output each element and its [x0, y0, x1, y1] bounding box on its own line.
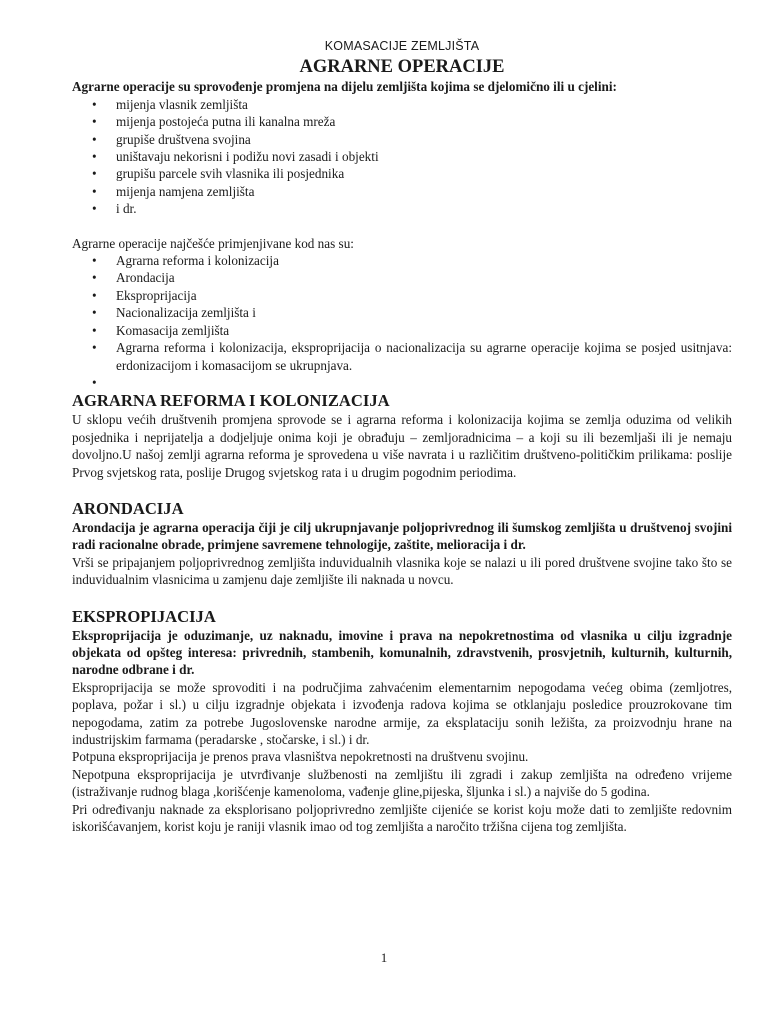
- document-header: KOMASACIJE ZEMLJIŠTA: [324, 39, 480, 53]
- section-paragraph-3: Nepotpuna eksproprijacija je utvrđivanje službenosti na zemljištu ili zgradi i zakup zemljišta na određeno vrijeme (istraživanje rudnog blaga ,korišćenje kamenoloma, vađenje gline,pijeska, šljunka i sl.) a najviše do 5 godina.: [72, 766, 732, 800]
- document-page: [72, 38, 732, 835]
- section-title-eksproprijacija: EKSPROPIJACIJA: [72, 606, 216, 626]
- section-definition-arondacija: Arondacija je agrarna operacija čiji je cilj ukrupnjavanje poljoprivrednog ili šumskog zemljišta u društvenoj svojini radi racionalne obrade, primjene savremene tehnologije, zaštite, melioracija i dr.: [72, 519, 732, 553]
- intro-lead: Agrarne operacije su sprovođenje promjena na dijelu zemljišta kojima se djelomično ili u cjelini:: [72, 79, 617, 95]
- list-item: • grupiše društvena svojina: [72, 131, 732, 148]
- list-item: • Eksproprijacija: [72, 287, 732, 304]
- list-item: • Komasacija zemljišta: [72, 322, 732, 339]
- section-text-reform: U sklopu većih društvenih promjena sprovode se i agrarna reforma i kolonizacija kojima se zemlja oduzima od velikih posjednika i neprijatelja a dodjeljuje onima koji je obrađuju – zemljoradnicima – a koji su ili bezemljaši ili je nemaju dovoljno.U našoj zemlji agrarna reforma je sprovedena u više navrata i u različitim društveno-političkim prilikama: poslije Prvog svjetskog rata, poslije Drugog svjetskog rata i u drugim pogodnim periodima.: [72, 412, 732, 480]
- list-item: • mijenja namjena zemljišta: [72, 183, 732, 200]
- list-item: • i dr.: [72, 200, 732, 217]
- list-item: • Arondacija: [72, 269, 732, 286]
- common-operations-intro: Agrarne operacije najčešće primjenjivane kod nas su:: [72, 235, 354, 251]
- list-item: • Agrarna reforma i kolonizacija: [72, 252, 732, 269]
- list-item: • grupišu parcele svih vlasnika ili posjednika: [72, 165, 732, 182]
- intro-list: [72, 96, 732, 218]
- list-item: • Nacionalizacija zemljišta i: [72, 304, 732, 321]
- page-title: AGRARNE OPERACIJE: [299, 57, 505, 78]
- list-item: • Agrarna reforma i kolonizacija, eksproprijacija o nacionalizacija su agrarne operacije kojima se posjed usitnjava: erdonizacijom i komasacijom se ukrupnjava.: [72, 339, 732, 374]
- list-item: • mijenja postojeća putna ili kanalna mreža: [72, 113, 732, 130]
- section-title-arondacija: ARONDACIJA: [72, 498, 184, 518]
- list-item: • mijenja vlasnik zemljišta: [72, 96, 732, 113]
- page-number: 1: [380, 950, 388, 965]
- section-definition-eksproprijacija: Eksproprijacija je oduzimanje, uz naknadu, imovine i prava na nepokretnostima od vlasnika u cilju izgradnje objekata od opšteg interesa: privrednih, stambenih, komunalnih, zdravstvenih, prosvjetnih, kulturnih, kulturnih, narodne odbrane i dr.: [72, 627, 732, 678]
- list-item-empty: [72, 374, 732, 391]
- common-operations-list: [72, 252, 732, 391]
- section-paragraph-2: Potpuna eksproprijacija je prenos prava vlasništva nepokretnosti na društvenu svojinu.: [72, 749, 529, 765]
- section-paragraph-4: Pri određivanju naknade za eksplorisano poljoprivredno zemljište cijeniće se korist koju može dati to zemljište redovnim iskorišćavanjem, korist koju je raniji vlasnik imao od tog zemljišta a naročito tržišna cijena tog zemljišta.: [72, 801, 732, 835]
- section-paragraph-1: Eksproprijacija se može sprovoditi i na područjima zahvaćenim elementarnim nepogodama većeg obima (zemljotres, poplava, požar i sl.) u cilju izgradnje objekata i izvođenja radova kojima se otklanjaju posledice prouzrokovane tim nepogodama, zatim za potrebe Jugoslovenske narodne armije, za eksplataciju sonih ležišta, za proizvodnju hrane na industrijskim farmama (peradarske , stočarske, i sl.) i dr.: [72, 679, 732, 747]
- section-title-reform: AGRARNA REFORMA I KOLONIZACIJA: [72, 391, 390, 411]
- list-item: • uništavaju nekorisni i podižu novi zasadi i objekti: [72, 148, 732, 165]
- section-text-arondacija: Vrši se pripajanjem poljoprivrednog zemljišta induvidualnih vlasnika koje se nalazi u ili pored društvene svojine tako što se induvidualnim vlasnicima u zamjenu daje zemljište ili naknada u novcu.: [72, 554, 732, 588]
